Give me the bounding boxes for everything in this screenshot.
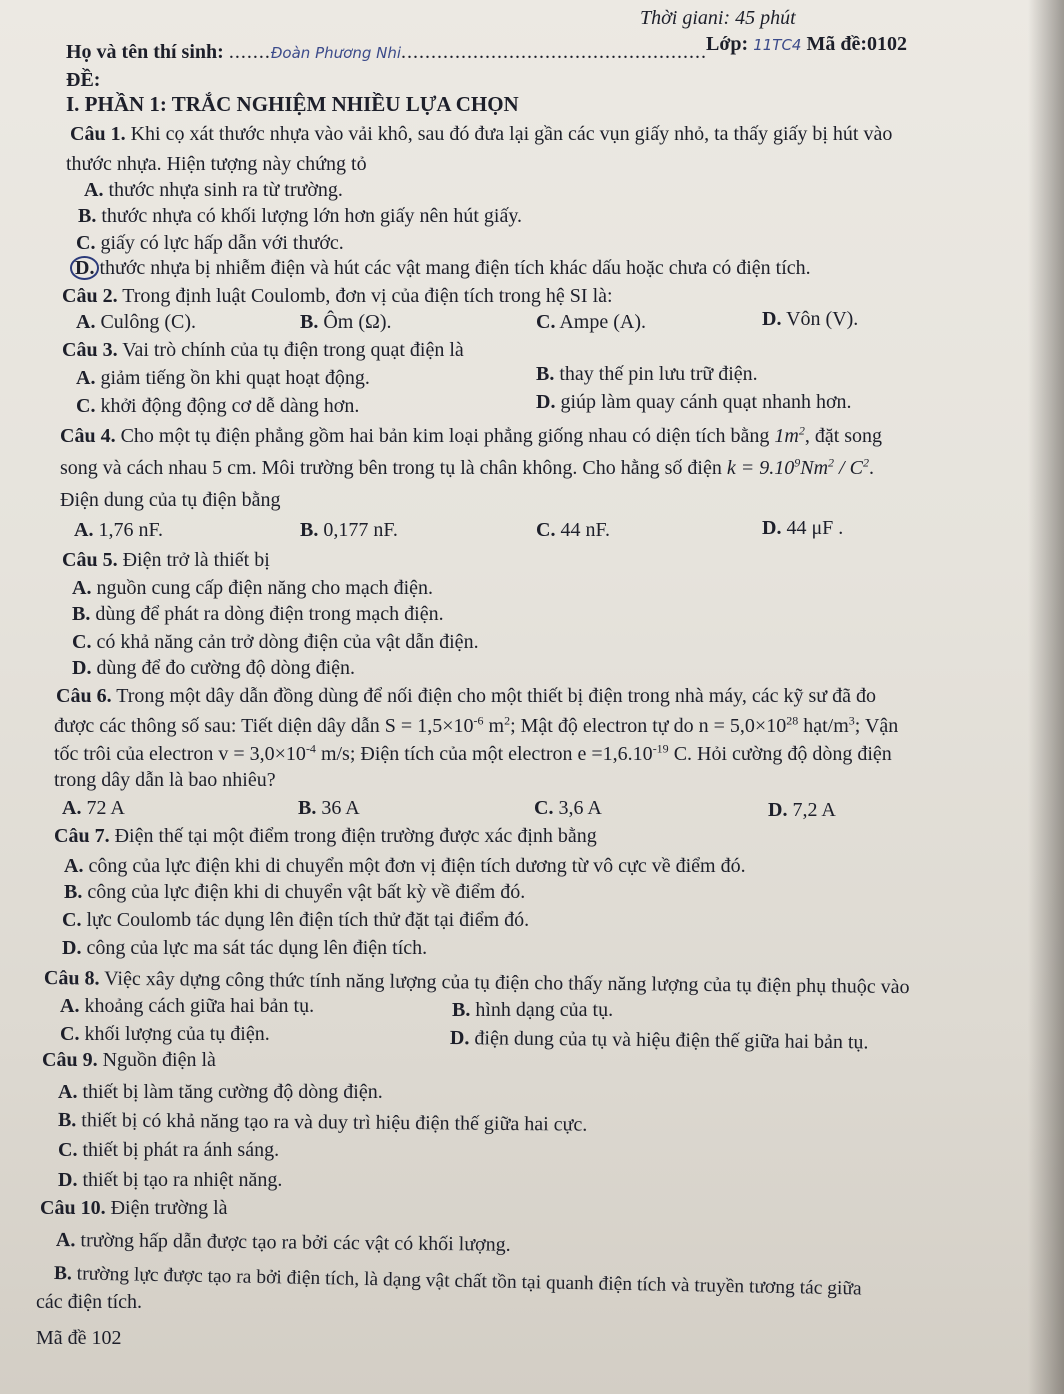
q8-stem: Câu 8. Việc xây dựng công thức tính năng lượng của tụ điện cho thấy năng lượng của tụ điện phụ thuộc vào [43, 967, 910, 999]
q5-option-d: D. dùng để đo cường độ dòng điện. [72, 657, 356, 679]
q6-stem-line4: trong dây dẫn là bao nhiêu? [54, 769, 276, 791]
code-value: 0102 [867, 33, 908, 55]
q2-option-d: D. Vôn (V). [762, 308, 859, 330]
q4-option-c: C. 44 nF. [536, 519, 610, 541]
q3-stem: Câu 3. Vai trò chính của tụ điện trong quạt điện là [62, 339, 464, 361]
q4-option-b: B. 0,177 nF. [300, 519, 398, 541]
q6-option-b: B. 36 A [298, 797, 360, 819]
q7-option-b: B. công của lực điện khi di chuyển vật bất kỳ về điểm đó. [64, 881, 526, 903]
q7-option-d: D. công của lực ma sát tác dụng lên điện tích. [62, 937, 428, 959]
q1-option-a: A. thước nhựa sinh ra từ trường. [84, 179, 343, 201]
q5-option-a: A. nguồn cung cấp điện năng cho mạch điện. [72, 577, 434, 599]
q5-stem: Câu 5. Điện trở là thiết bị [62, 549, 270, 571]
q1-option-d: D. thước nhựa bị nhiễm điện và hút các vật mang điện tích khác dấu hoặc chưa có điện tích. [74, 256, 811, 280]
footer-exam-code: Mã đề 102 [36, 1327, 122, 1349]
q1-stem-line1: Câu 1. Khi cọ xát thước nhựa vào vải khô, sau đó đưa lại gần các vụn giấy nhỏ, ta thấy giấy bị hút vào [70, 123, 893, 145]
q6-stem-line2: được các thông số sau: Tiết diện dây dẫn $S = 1,5\times 10^{-6}$ $m^2$; Mật độ electron tự do $n = 5,0\times 10^{28}$ hạt/$m^3$; Vận [54, 713, 899, 737]
q2-stem: Câu 2. Trong định luật Coulomb, đơn vị của điện tích trong hệ SI là: [62, 285, 613, 307]
student-name-row [66, 40, 707, 65]
q3-option-a: A. giảm tiếng ồn khi quạt hoạt động. [76, 367, 370, 389]
selected-answer-circle: D. [70, 256, 99, 280]
q10-option-a: A. trường hấp dẫn được tạo ra bởi các vật có khối lượng. [55, 1229, 511, 1256]
de-heading: ĐỀ: [66, 69, 101, 91]
q6-stem-line1: Câu 6. Trong một dây dẫn đồng dùng để nối điện cho một thiết bị điện trong nhà máy, các kỹ sư đã đo [56, 685, 877, 707]
name-handwritten: Đoàn Phương Nhi [270, 44, 402, 62]
name-label: Họ và tên thí sinh: [66, 41, 224, 63]
q10-stem: Câu 10. Điện trường là [40, 1197, 228, 1219]
q7-stem: Câu 7. Điện thế tại một điểm trong điện trường được xác định bằng [54, 825, 597, 847]
paper-edge-shadow [1028, 0, 1064, 1394]
part-heading: I. PHẦN 1: TRẮC NGHIỆM NHIỀU LỰA CHỌN [66, 92, 519, 116]
q6-option-c: C. 3,6 A [534, 797, 602, 819]
q1-stem-line2: thước nhựa. Hiện tượng này chứng tỏ [66, 153, 367, 175]
q6-option-d: D. 7,2 A [768, 799, 836, 821]
q2-option-b: B. Ôm (Ω). [300, 311, 392, 333]
q2-option-a: A. Culông (C). [76, 311, 197, 333]
q2-option-c: C. Ampe (A). [536, 311, 646, 333]
name-dots-left: ....... [228, 41, 271, 63]
q9-stem: Câu 9. Nguồn điện là [42, 1049, 216, 1071]
q9-option-a: A. thiết bị làm tăng cường độ dòng điện. [58, 1081, 383, 1103]
q6-option-a: A. 72 A [62, 797, 125, 819]
q3-option-b: B. thay thế pin lưu trữ điện. [536, 363, 758, 385]
class-code-row [706, 32, 907, 57]
q10-option-b-cont: các điện tích. [36, 1291, 143, 1313]
q4-stem-line1: Câu 4. Cho một tụ điện phẳng gồm hai bản kim loại phẳng giống nhau có diện tích bằng $1m^2$, đặt song [60, 423, 883, 447]
q9-option-b: B. thiết bị có khả năng tạo ra và duy trì hiệu điện thế giữa hai cực. [57, 1109, 588, 1136]
q4-option-d: D. 44 μF . [762, 517, 844, 539]
q4-stem-line2: song và cách nhau 5 cm. Môi trường bên trong tụ là chân không. Cho hằng số điện $k = 9.10^9Nm^2 / C^2$. [60, 455, 874, 479]
q8-option-a: A. khoảng cách giữa hai bản tụ. [60, 995, 315, 1017]
q4-stem-line3: Điện dung của tụ điện bằng [60, 489, 281, 511]
q5-option-b: B. dùng để phát ra dòng điện trong mạch điện. [72, 603, 444, 625]
q1-option-b: B. thước nhựa có khối lượng lớn hơn giấy nên hút giấy. [78, 205, 523, 227]
q3-option-d: D. giúp làm quay cánh quạt nhanh hơn. [536, 391, 852, 413]
q7-option-a: A. công của lực điện khi di chuyển một đơn vị điện tích dương từ vô cực về điểm đó. [64, 855, 746, 877]
name-dots-right: ................................................... [401, 41, 708, 63]
exam-time: Thời giani: 45 phút [640, 7, 796, 29]
q5-option-c: C. có khả năng cản trở dòng điện của vật dẫn điện. [72, 631, 479, 653]
class-handwritten: 11TC4 [753, 36, 802, 54]
q7-option-c: C. lực Coulomb tác dụng lên điện tích thử đặt tại điểm đó. [62, 909, 530, 931]
q6-stem-line3: tốc trôi của electron $v = 3,0\times 10^{-4}$ m/s; Điện tích của một electron $e =1,6.10^{-19}$ C. Hỏi cường độ dòng điện [54, 741, 892, 765]
q8-option-c: C. khối lượng của tụ điện. [60, 1023, 270, 1045]
q1-option-c: C. giấy có lực hấp dẫn với thước. [76, 232, 344, 254]
q9-option-d: D. thiết bị tạo ra nhiệt năng. [58, 1169, 283, 1191]
code-label: Mã đề: [806, 33, 868, 55]
q8-option-d: D. điện dung của tụ và hiệu điện thế giữa hai bản tụ. [449, 1027, 869, 1054]
q8-option-b: B. hình dạng của tụ. [452, 999, 614, 1021]
q10-option-b: B. trường lực được tạo ra bởi điện tích, là dạng vật chất tồn tại quanh điện tích và truyền tương tác giữa [53, 1263, 862, 1300]
class-label: Lớp: [706, 33, 749, 55]
q9-option-c: C. thiết bị phát ra ánh sáng. [58, 1139, 280, 1161]
q3-option-c: C. khởi động động cơ dễ dàng hơn. [76, 395, 360, 417]
q4-option-a: A. 1,76 nF. [74, 519, 163, 541]
